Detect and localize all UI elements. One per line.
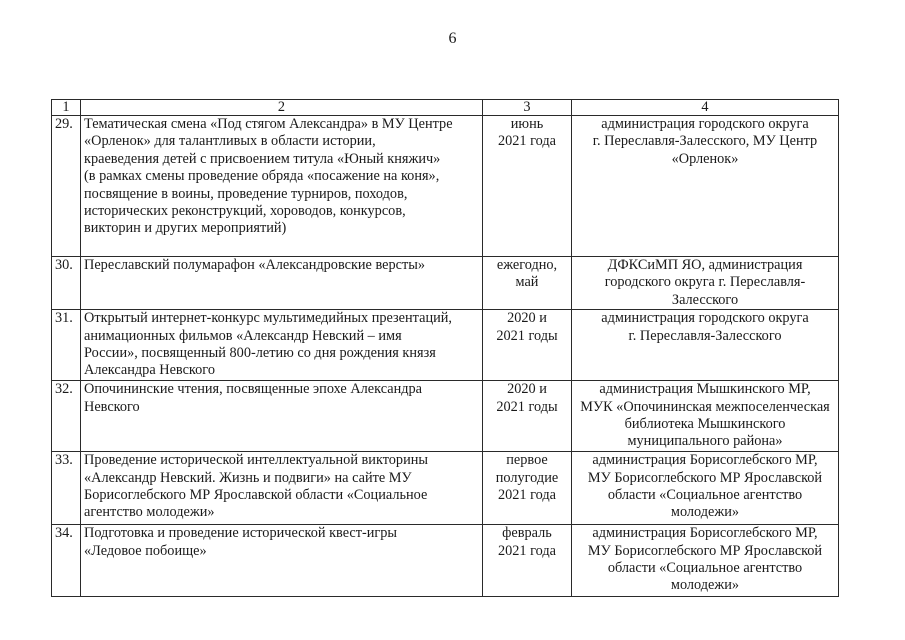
term-line: июнь — [510, 116, 544, 132]
responsible-line: г. Переславля-Залесского — [628, 327, 782, 344]
event-cell — [81, 257, 483, 310]
responsible-line: МУК «Опочининская межпоселенческая — [580, 398, 830, 415]
responsible-line: МУ Борисоглебского МР Ярославской — [587, 542, 823, 559]
event-line: Открытый интернет-конкурс мультимедийных презентаций, — [84, 310, 452, 327]
responsible-line: администрация Борисоглебского МР, — [592, 452, 818, 469]
responsible-line: Залесского — [671, 291, 739, 308]
responsible-line: муниципального района» — [627, 433, 783, 450]
responsible-cell — [572, 452, 839, 525]
term-cell — [483, 257, 572, 310]
column-header-responsible: 4 — [572, 100, 839, 116]
events-table — [51, 99, 839, 597]
term-line: 2021 годы — [496, 398, 558, 415]
event-cell — [81, 452, 483, 525]
term-line: 2021 года — [497, 542, 557, 559]
responsible-line: библиотека Мышкинского — [624, 416, 786, 433]
event-line: исторических реконструкций, хороводов, конкурсов, — [84, 203, 406, 220]
term-line: 2021 годы — [496, 327, 558, 344]
term-line: 2020 и — [507, 310, 547, 327]
event-line: Александра Невского — [84, 362, 215, 379]
event-line: Проведение исторической интеллектуальной викторины — [84, 452, 428, 469]
event-line: России», посвященный 800-летию со дня рождения князя — [84, 345, 436, 362]
term-cell — [483, 525, 572, 597]
term-line: 2021 года — [497, 133, 557, 150]
responsible-line: администрация Борисоглебского МР, — [592, 525, 818, 542]
term-cell — [483, 452, 572, 525]
term-line: первое — [506, 452, 548, 469]
responsible-cell — [572, 310, 839, 381]
event-line: Борисоглебского МР Ярославской области «Социальное — [84, 487, 428, 504]
row-number: 30. — [52, 257, 81, 310]
responsible-cell — [572, 116, 839, 257]
responsible-line: области «Социальное агентство — [607, 487, 803, 504]
row-number: 34. — [52, 525, 81, 597]
responsible-cell — [572, 525, 839, 597]
event-line: посвящение в воины, проведение турниров, походов, — [84, 185, 408, 202]
column-header-event: 2 — [81, 100, 483, 116]
event-line: «Орленок» для талантливых в области истории, — [84, 133, 376, 150]
row-number: 32. — [52, 381, 81, 452]
table-row — [52, 116, 839, 257]
event-line: Тематическая смена «Под стягом Александра» в МУ Центре — [84, 116, 453, 132]
term-line: 2021 года — [497, 487, 557, 504]
event-line: викторин и других мероприятий) — [84, 220, 287, 237]
column-header-number: 1 — [52, 100, 81, 116]
row-number: 29. — [52, 116, 81, 257]
responsible-line: ДФКСиМП ЯО, администрация — [607, 257, 803, 273]
term-line: май — [515, 274, 539, 291]
responsible-line: области «Социальное агентство — [607, 560, 803, 577]
event-cell — [81, 116, 483, 257]
term-line: полугодие — [495, 469, 559, 486]
responsible-line: «Орленок» — [671, 150, 739, 167]
event-line: Опочининские чтения, посвященные эпохе Александра — [84, 381, 423, 398]
row-number: 31. — [52, 310, 81, 381]
responsible-line: МУ Борисоглебского МР Ярославской — [587, 469, 823, 486]
event-line: «Александр Невский. Жизнь и подвиги» на сайте МУ — [84, 469, 412, 486]
table-header-row — [52, 100, 839, 116]
term-line: ежегодно, — [496, 257, 558, 273]
event-line: Невского — [84, 398, 140, 415]
term-line: февраль — [502, 525, 552, 542]
event-line: Подготовка и проведение исторической квест-игры — [84, 525, 398, 542]
table-row — [52, 310, 839, 381]
responsible-cell — [572, 257, 839, 310]
term-cell — [483, 116, 572, 257]
responsible-line: администрация городского округа — [601, 116, 809, 132]
responsible-cell — [572, 381, 839, 452]
event-cell — [81, 310, 483, 381]
event-cell — [81, 525, 483, 597]
term-cell — [483, 310, 572, 381]
event-line: (в рамках смены проведение обряда «посажение на коня», — [84, 168, 440, 185]
table-row — [52, 452, 839, 525]
responsible-line: молодежи» — [670, 504, 740, 521]
term-cell — [483, 381, 572, 452]
term-line: 2020 и — [507, 381, 547, 398]
event-line: «Ледовое побоище» — [84, 542, 207, 559]
row-number: 33. — [52, 452, 81, 525]
responsible-line: администрация городского округа — [601, 310, 809, 327]
column-header-term: 3 — [483, 100, 572, 116]
responsible-line: молодежи» — [670, 577, 740, 594]
table-row — [52, 381, 839, 452]
page-number: 6 — [448, 30, 457, 47]
responsible-line: г. Переславля-Залесского, МУ Центр — [592, 133, 818, 150]
table-row — [52, 257, 839, 310]
event-line: краеведения детей с присвоением титула «Юный княжич» — [84, 150, 441, 167]
event-cell — [81, 381, 483, 452]
event-line: агентство молодежи» — [84, 504, 215, 521]
event-line: анимационных фильмов «Александр Невский – имя — [84, 327, 402, 344]
table-row — [52, 525, 839, 597]
event-line: Переславский полумарафон «Александровские версты» — [84, 257, 425, 273]
responsible-line: городского округа г. Переславля- — [604, 274, 806, 291]
responsible-line: администрация Мышкинского МР, — [599, 381, 811, 398]
